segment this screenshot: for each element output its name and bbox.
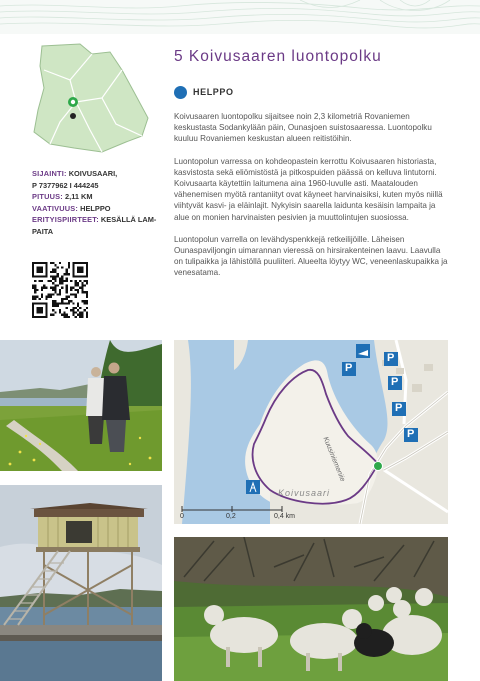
location-value: KOIVUSAARI, (68, 169, 118, 178)
map-scale-1: 0,2 (226, 513, 236, 520)
map-island-label: Koivusaari (278, 488, 331, 498)
map-parking-label-4: P (395, 402, 403, 414)
coordinates: P 7377962 I 444245 (32, 180, 99, 190)
paragraph-3: Luontopolun varrella on levähdyspenkkejä retkeilijöille. Läheisen Ounaspaviljongin uimarannan vieressä on hirsirakenteinen laavu. Laavulla on tulipaikka ja lähistöllä puuliiteri. Alueelta löytyy WC, veneenlaskupaikka ja venesatama. (174, 234, 448, 278)
photo-sheep (174, 537, 448, 681)
paragraph-2: Luontopolun varressa on kohdeopastein kerrottu Koivusaaren historiasta, kasvistosta sekä eliömistöstä ja pitkospuiden päässä on kelluva lintutorni. Koivusaarta käytettiin laitumena aina 1960-luvulle asti. Maatalouden vähenemisen myötä rantaniityt ovat käyneet harvinaisiksi, kuten myös niillä viihtyvät kasvi- ja eläinlajit. Nykyisin saarella laidunta kesäisin lampaita ja alue on monien harvinaisten pesivien ja muuttolintujen suosiossa. (174, 156, 443, 222)
map-parking-label-5: P (407, 428, 415, 440)
boat-ramp-icon (356, 344, 370, 358)
page-title: 5 Koivusaaren luontopolku (174, 48, 382, 65)
special-value-cont: PAITA (32, 226, 54, 236)
length-value: 2,11 KM (65, 192, 93, 202)
map-parking-label-3: P (391, 376, 399, 388)
map-road-label: Kuusiniemeniie (321, 436, 346, 483)
difficulty-dot-icon (174, 86, 187, 99)
difficulty-meta-value: HELPPO (80, 203, 111, 213)
photo-bird-tower (0, 485, 162, 681)
map-parking-label-1: P (387, 352, 395, 364)
photo-hikers (0, 340, 162, 471)
difficulty-badge (174, 85, 234, 99)
length-label: PITUUS: (32, 192, 63, 202)
map-parking-label-2: P (345, 362, 353, 374)
trail-start-icon (374, 462, 383, 471)
special-value: KESÄLLÄ LAM- (100, 215, 157, 225)
bird-tower-icon (246, 480, 260, 494)
header-contour-band (0, 0, 480, 34)
special-label: ERITYISPIIRTEET: (32, 215, 99, 225)
trail-map (174, 340, 448, 524)
map-scale-2: 0,4 km (274, 513, 296, 520)
qr-code-icon[interactable] (32, 262, 88, 318)
difficulty-text: HELPPO (193, 87, 234, 97)
difficulty-meta-label: VAATIVUUS: (32, 203, 79, 213)
paragraph-1: Koivusaaren luontopolku sijaitsee noin 2,3 kilometriä Rovaniemen keskustasta Sodankylään päin, Ounasjoen suistosaaressa. Luontopolku kuuluu Rovaniemen keskustan alueen reitistöihin. (174, 112, 432, 144)
trail-meta (32, 168, 162, 238)
location-label: SIJAINTI: (32, 169, 67, 178)
description (174, 111, 450, 290)
locator-map (30, 40, 154, 156)
map-scale-0: 0 (180, 513, 184, 520)
